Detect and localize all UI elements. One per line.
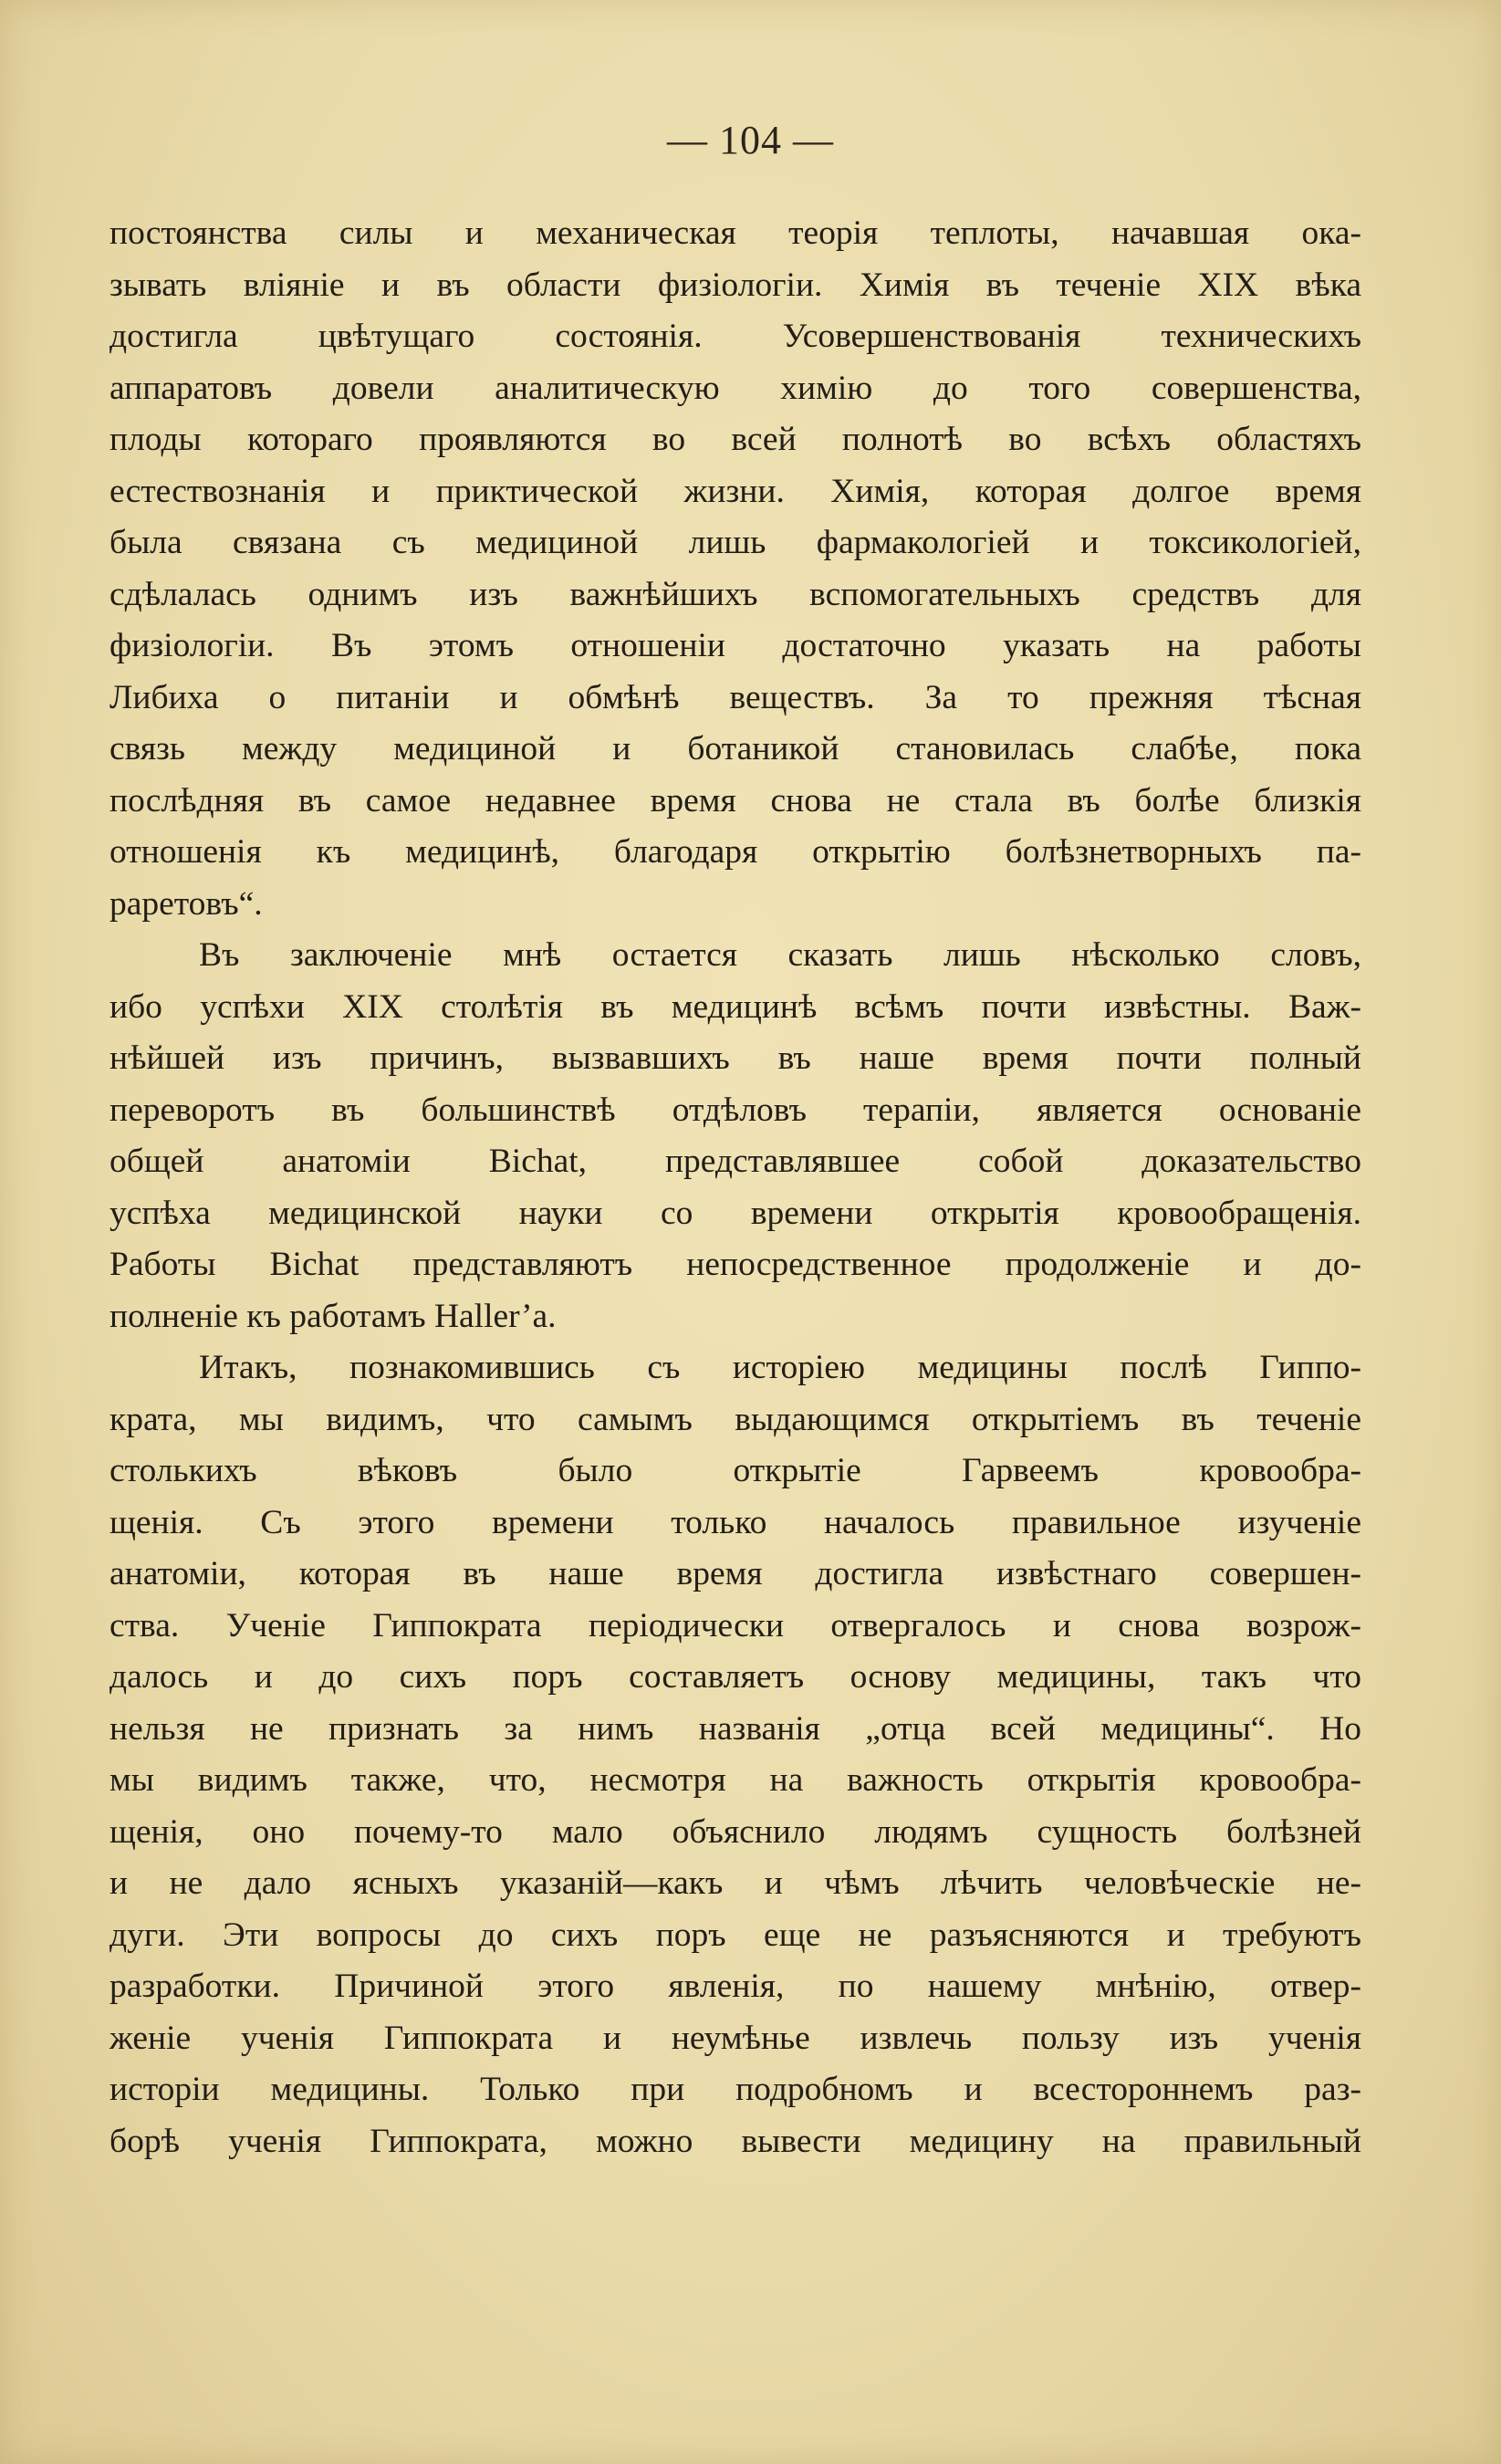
text-line: и не дало ясныхъ указаній—какъ и чѣмъ лѣчить человѣческіе не-	[109, 1864, 1361, 1902]
text-line: Работы Bichat представляютъ непосредственное продолженіе и до-	[109, 1246, 1361, 1283]
text-line: борѣ ученія Гиппократа, можно вывести медицину на правильный	[109, 2122, 1361, 2160]
text-line: ибо успѣхи XIX столѣтія въ медицинѣ всѣмъ почти извѣстны. Важ-	[109, 987, 1361, 1026]
text-line: раретовъ“.	[109, 884, 263, 923]
text-line: крата, мы видимъ, что самымъ выдающимся открытіемъ въ теченіе	[109, 1400, 1361, 1438]
text-line: исторіи медицины. Только при подробномъ и всестороннемъ раз-	[109, 2071, 1361, 2108]
text-line: разработки. Причиной этого явленія, по нашему мнѣнію, отвер-	[109, 1968, 1361, 2005]
text-line: далось и до сихъ поръ составляетъ основу медицины, такъ что	[109, 1658, 1361, 1696]
text-line: Либиха о питаніи и обмѣнѣ веществъ. За то прежняя тѣсная	[109, 678, 1361, 716]
text-line: сдѣлалась однимъ изъ важнѣйшихъ вспомогательныхъ средствъ для	[109, 575, 1361, 613]
text-line: плоды котораго проявляются во всей полнотѣ во всѣхъ областяхъ	[109, 421, 1361, 458]
text-line: аппаратовъ довели аналитическую химію до того совершенства,	[109, 369, 1361, 407]
text-line: достигла цвѣтущаго состоянія. Усовершенствованія техническихъ	[109, 318, 1361, 355]
text-line: столькихъ вѣковъ было открытіе Гарвеемъ кровообра-	[109, 1452, 1361, 1489]
text-line: связь между медициной и ботаникой становилась слабѣе, пока	[109, 730, 1361, 767]
text-line: нельзя не признать за нимъ названія „отца всей медицины“. Но	[109, 1709, 1361, 1748]
text-line: успѣха медицинской науки со времени открытія кровообращенія.	[109, 1194, 1361, 1232]
text-line: дуги. Эти вопросы до сихъ поръ еще не разъясняются и требуютъ	[109, 1916, 1361, 1954]
text-line: нѣйшей изъ причинъ, вызвавшихъ въ наше время почти полный	[109, 1039, 1361, 1077]
text-line: Итакъ, познакомившись съ исторіею медицины послѣ Гиппо-	[199, 1349, 1361, 1386]
text-line: отношенія къ медицинѣ, благодаря открытію болѣзнетворныхъ па-	[109, 833, 1361, 871]
text-line: физіологіи. Въ этомъ отношеніи достаточно указать на работы	[109, 627, 1361, 664]
body-text	[109, 208, 1361, 2167]
text-line: щенія. Съ этого времени только началось правильное изученіе	[109, 1503, 1361, 1541]
text-line: анатоміи, которая въ наше время достигла извѣстнаго совершен-	[109, 1555, 1361, 1592]
text-line: мы видимъ также, что, несмотря на важность открытія кровообра-	[109, 1761, 1361, 1799]
page-number: — 104 —	[667, 118, 834, 162]
text-line: была связана съ медициной лишь фармакологіей и токсикологіей,	[109, 524, 1361, 561]
text-line: ства. Ученіе Гиппократа періодически отвергалось и снова возрож-	[109, 1606, 1361, 1644]
text-line: зывать вліяніе и въ области физіологіи. Химія въ теченіе XIX вѣка	[109, 266, 1361, 304]
text-line: послѣдняя въ самое недавнее время снова не стала въ болѣе близкія	[109, 781, 1361, 820]
text-line: общей анатоміи Bichat, представлявшее собой доказательство	[109, 1143, 1361, 1180]
text-line: полненіе къ работамъ Haller’a.	[109, 1297, 557, 1335]
text-line: Въ заключеніе мнѣ остается сказать лишь нѣсколько словъ,	[199, 936, 1361, 974]
text-line: женіе ученія Гиппократа и неумѣнье извлечь пользу изъ ученія	[109, 2019, 1361, 2057]
text-line: постоянства силы и механическая теорія теплоты, начавшая ока-	[109, 214, 1361, 252]
text-line: щенія, оно почему-то мало объяснило людямъ сущность болѣзней	[109, 1812, 1361, 1851]
text-line: естествознанія и приктической жизни. Химія, которая долгое время	[109, 472, 1361, 510]
text-line: переворотъ въ большинствѣ отдѣловъ терапіи, является основаніе	[109, 1091, 1361, 1129]
